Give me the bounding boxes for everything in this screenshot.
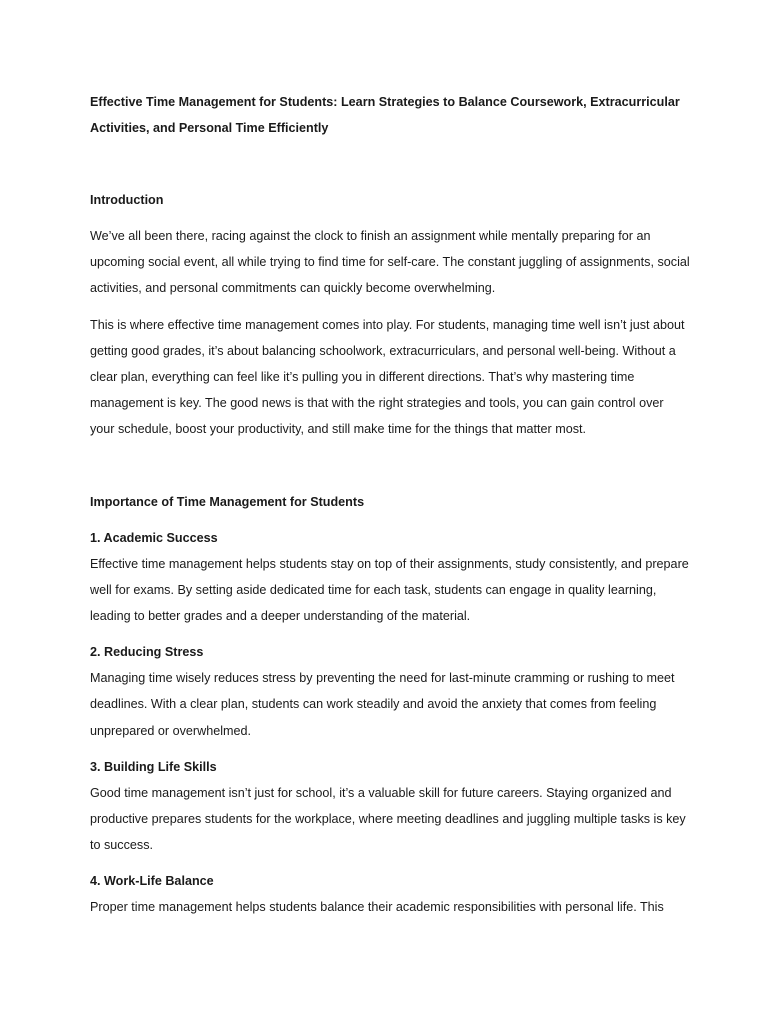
item-heading-work-life-balance: 4. Work-Life Balance xyxy=(90,874,214,889)
item-text-reducing-stress: Managing time wisely reduces stress by preventing the need for last-minute cramming or rushing to meet deadlines. With a clear plan, students can work steadily and avoid the anxiety that comes from feeling unprepared or overwhelmed. xyxy=(90,671,675,738)
item-heading-building-life-skills: 3. Building Life Skills xyxy=(90,759,217,774)
document-title: Effective Time Management for Students: Learn Strategies to Balance Coursework, Extracurricular Activities, and Personal Time Efficiently xyxy=(90,95,680,135)
item-text-work-life-balance: Proper time management helps students balance their academic responsibilities with personal life. This xyxy=(90,900,664,915)
intro-paragraph-2: This is where effective time management comes into play. For students, managing time well isn’t just about getting good grades, it’s about balancing schoolwork, extracurriculars, and personal well-being. Without a clear plan, everything can feel like it’s pulling you in different directions. That’s why mastering time management is key. The good news is that with the right strategies and tools, you can gain control over your schedule, boost your productivity, and still make time for the things that matter most. xyxy=(90,317,685,437)
intro-paragraph-1: We’ve all been there, racing against the clock to finish an assignment while mentally preparing for an upcoming social event, all while trying to find time for self-care. The constant juggling of assignments, social activities, and personal commitments can quickly become overwhelming. xyxy=(90,229,690,296)
item-text-academic-success: Effective time management helps students stay on top of their assignments, study consistently, and prepare well for exams. By setting aside dedicated time for each task, students can engage in quality learning, leading to better grades and a deeper understanding of the material. xyxy=(90,556,689,624)
document-page xyxy=(90,89,690,921)
item-heading-academic-success: 1. Academic Success xyxy=(90,530,218,545)
importance-heading: Importance of Time Management for Students xyxy=(90,494,365,509)
introduction-heading: Introduction xyxy=(90,193,164,207)
item-heading-reducing-stress: 2. Reducing Stress xyxy=(90,645,204,660)
item-text-building-life-skills: Good time management isn’t just for school, it’s a valuable skill for future careers. Staying organized and productive prepares students for the workplace, where meeting deadlines and juggling multiple tasks is key to success. xyxy=(90,785,686,853)
